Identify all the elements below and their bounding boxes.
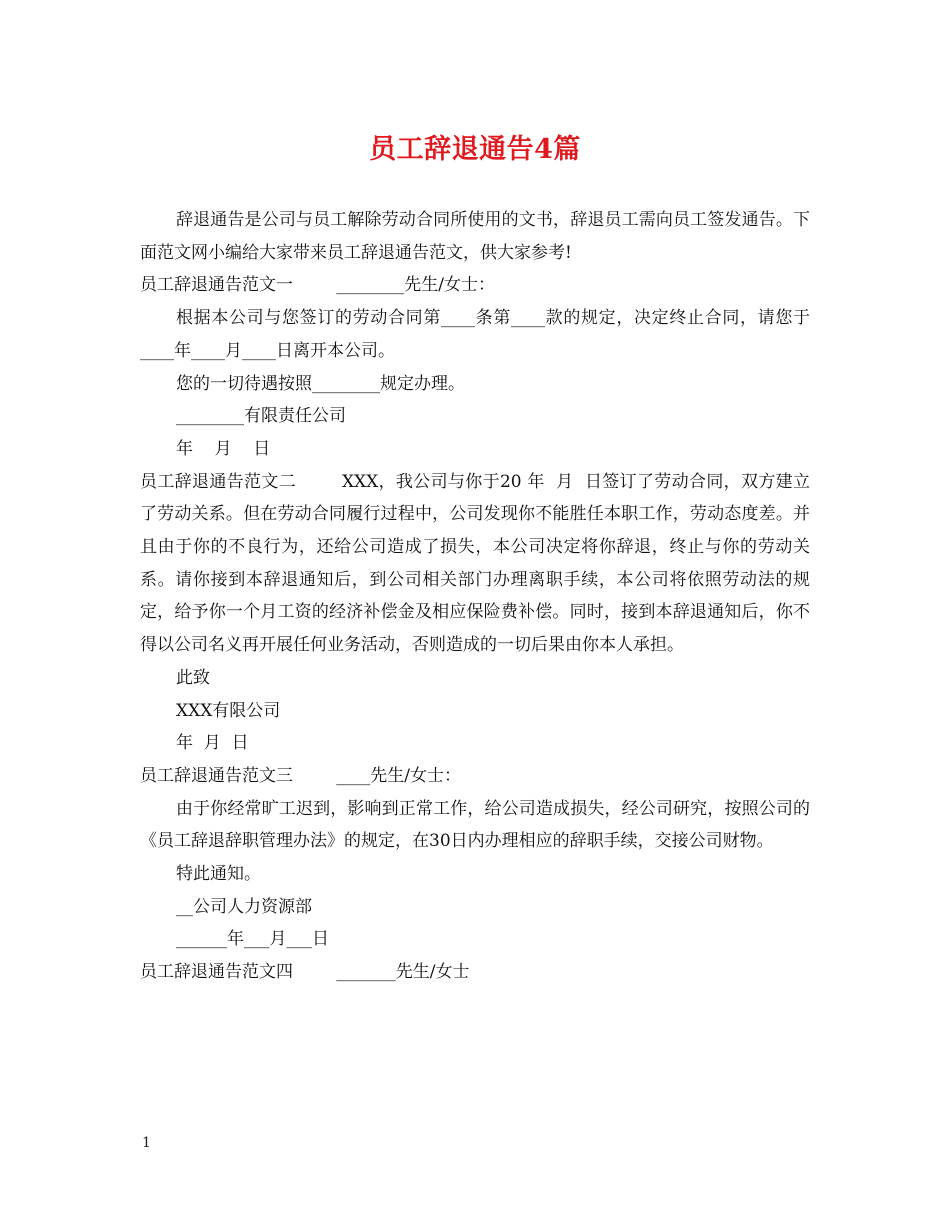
sample-four-heading: 员工辞退通告范文四 _______先生/女士 [140,962,470,983]
sample-one-heading: 员工辞退通告范文一 ________先生/女士： [140,275,495,296]
sample-two-date: 年 月 日 [176,733,249,754]
document-body [140,204,810,989]
sample-three-notice: 特此通知。 [176,864,261,885]
sample-two-company: XXX有限公司 [176,700,281,721]
sample-three-body: 由于你经常旷工迟到，影响到正常工作，给公司造成损失，经公司研究，按照公司的《员工辞退辞职管理办法》的规定，在30日内办理相应的辞职手续，交接公司财物。 [140,798,810,852]
sample-one-treatment: 您的一切待遇按照________规定办理。 [176,373,465,394]
sample-two-body: 员工辞退通告范文二 XXX，我公司与你于20 年 月 日签订了劳动合同，双方建立了劳动关系。但在劳动合同履行过程中，公司发现你不能胜任本职工作，劳动态度差。并且由于你的不良行为，还给公司造成了损失，本公司决定将你辞退，终止与你的劳动关系。请你接到本辞退通知后，到公司相关部门办理离职手续，本公司将依照劳动法的规定，给予你一个月工资的经济补偿金及相应保险费补偿。同时，接到本辞退通知后，你不得以公司名义再开展任何业务活动，否则造成的一切后果由你本人承担。 [140,471,811,656]
sample-three-department: __公司人力资源部 [176,896,312,917]
sample-one-company: ________有限责任公司 [176,406,346,427]
sample-three-date: ______年___月___日 [176,929,329,950]
sample-three-heading: 员工辞退通告范文三 ____先生/女士： [140,765,461,786]
sample-two-salutation: 此致 [176,667,210,688]
page-number: 1 [142,1135,151,1151]
sample-one-date: 年 月 日 [176,438,271,459]
intro-paragraph: 辞退通告是公司与员工解除劳动合同所使用的文书，辞退员工需向员工签发通告。下面范文网小编给大家带来员工辞退通告范文，供大家参考! [140,210,810,263]
sample-one-body: 根据本公司与您签订的劳动合同第____条第____款的规定，决定终止合同，请您于____年____月____日离开本公司。 [140,308,810,361]
document-title: 员工辞退通告4篇 [369,134,581,165]
